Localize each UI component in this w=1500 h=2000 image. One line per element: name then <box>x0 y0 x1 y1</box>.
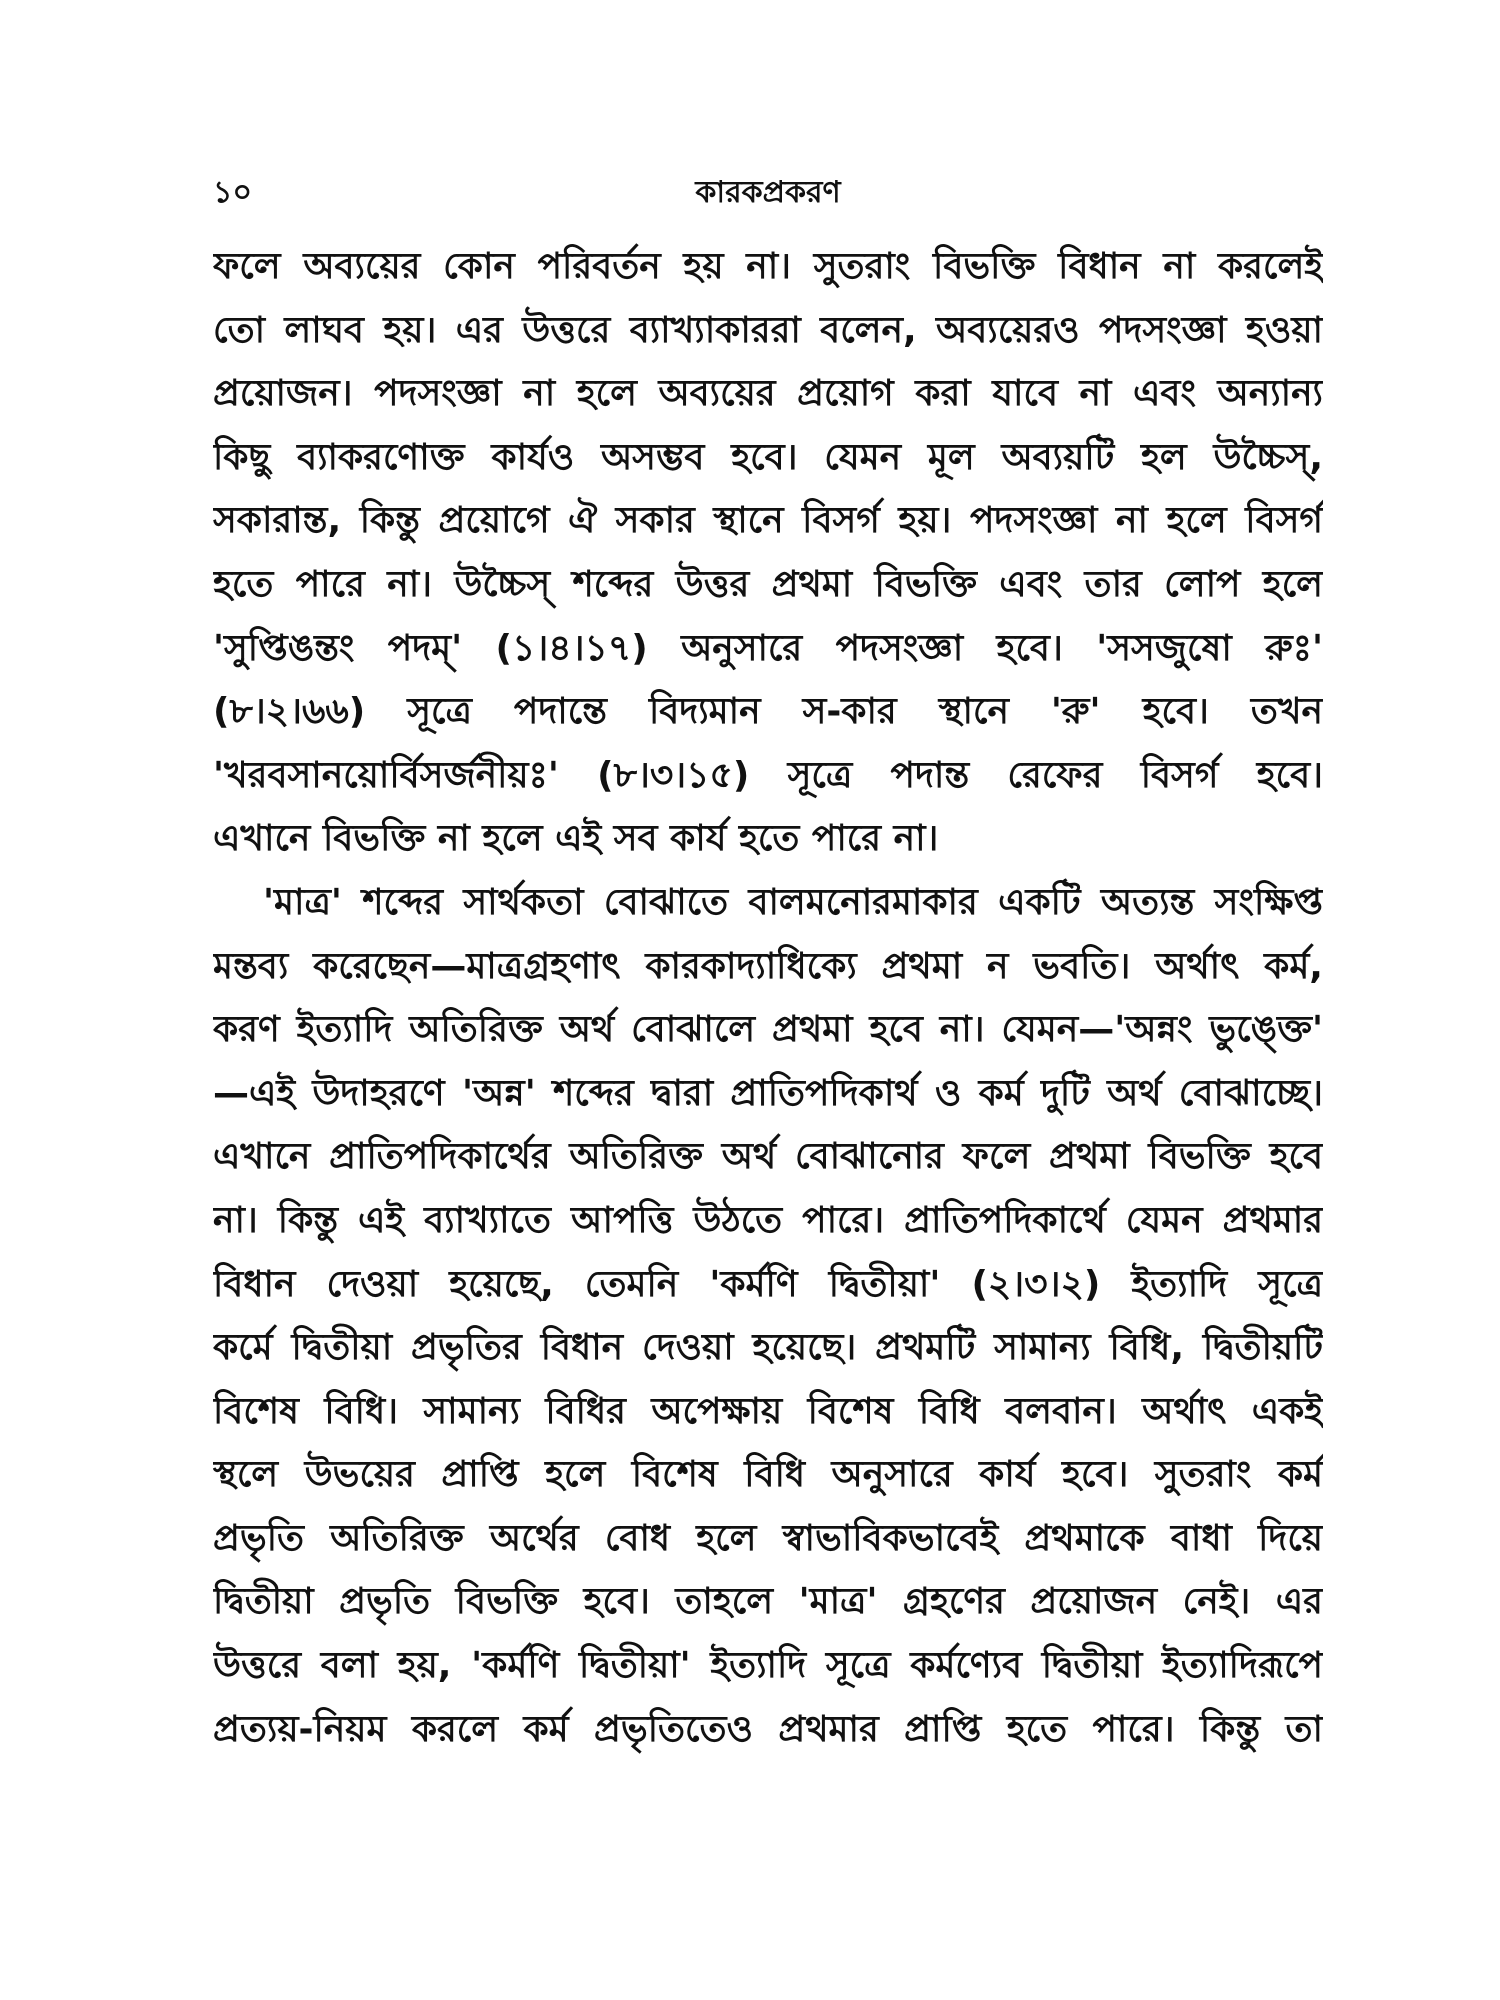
text-line: 'মাত্র' শব্দের সার্থকতা বোঝাতে বালমনোরমাকার একটি অত্যন্ত সংক্ষিপ্ত <box>263 881 1323 923</box>
text-line: এখানে প্রাতিপদিকার্থের অতিরিক্ত অর্থ বোঝানোর ফলে প্রথমা বিভক্তি হবে <box>213 1136 1323 1178</box>
text-line: বিধান দেওয়া হয়েছে, তেমনি 'কর্মণি দ্বিতীয়া' (২।৩।২) ইত্যাদি সূত্রে <box>213 1263 1323 1305</box>
text-line: প্রয়োজন। পদসংজ্ঞা না হলে অব্যয়ের প্রয়োগ করা যাবে না এবং অন্যান্য <box>213 373 1323 415</box>
text-line: প্রভৃতি অতিরিক্ত অর্থের বোধ হলে স্বাভাবিকভাবেই প্রথমাকে বাধা দিয়ে <box>213 1517 1323 1559</box>
text-line: কর্মে দ্বিতীয়া প্রভৃতির বিধান দেওয়া হয়েছে। প্রথমটি সামান্য বিধি, দ্বিতীয়টি <box>213 1327 1323 1369</box>
text-line: হতে পারে না। উচ্চৈস্ শব্দের উত্তর প্রথমা বিভক্তি এবং তার লোপ হলে <box>213 563 1323 605</box>
text-line: কিছু ব্যাকরণোক্ত কার্যও অসম্ভব হবে। যেমন মূল অব্যয়টি হল উচ্চৈস্, <box>213 436 1323 478</box>
text-line: প্রত্যয়-নিয়ম করলে কর্ম প্রভৃতিতেও প্রথমার প্রাপ্তি হতে পারে। কিন্তু তা <box>213 1708 1323 1750</box>
body-text <box>213 235 1323 1761</box>
text-line: (৮।২।৬৬) সূত্রে পদান্তে বিদ্যমান স-কার স্থানে 'রু' হবে। তখন <box>213 691 1323 733</box>
text-line: 'খরবসানয়োর্বিসর্জনীয়ঃ' (৮।৩।১৫) সূত্রে পদান্ত রেফের বিসর্গ হবে। <box>213 754 1323 796</box>
running-head <box>213 168 1323 218</box>
paragraph-2 <box>213 871 1323 1761</box>
paragraph-1 <box>213 235 1323 871</box>
text-line: দ্বিতীয়া প্রভৃতি বিভক্তি হবে। তাহলে 'মাত্র' গ্রহণের প্রয়োজন নেই। এর <box>213 1581 1323 1623</box>
text-line: বিশেষ বিধি। সামান্য বিধির অপেক্ষায় বিশেষ বিধি বলবান। অর্থাৎ একই <box>213 1390 1323 1432</box>
running-title: কারকপ্রকরণ <box>695 175 841 210</box>
text-line: না। কিন্তু এই ব্যাখ্যাতে আপত্তি উঠতে পারে। প্রাতিপদিকার্থে যেমন প্রথমার <box>213 1199 1323 1241</box>
page-number: ১০ <box>213 175 252 210</box>
text-line: মন্তব্য করেছেন—মাত্রগ্রহণাৎ কারকাদ্যাধিক্যে প্রথমা ন ভবতি। অর্থাৎ কর্ম, <box>213 945 1323 987</box>
text-line: এখানে বিভক্তি না হলে এই সব কার্য হতে পারে না। <box>213 818 939 860</box>
text-line: —এই উদাহরণে 'অন্ন' শব্দের দ্বারা প্রাতিপদিকার্থ ও কর্ম দুটি অর্থ বোঝাচ্ছে। <box>213 1072 1323 1114</box>
text-line: ফলে অব্যয়ের কোন পরিবর্তন হয় না। সুতরাং বিভক্তি বিধান না করলেই <box>213 246 1323 287</box>
text-line: সকারান্ত, কিন্তু প্রয়োগে ঐ সকার স্থানে বিসর্গ হয়। পদসংজ্ঞা না হলে বিসর্গ <box>213 500 1323 542</box>
text-line: করণ ইত্যাদি অতিরিক্ত অর্থ বোঝালে প্রথমা হবে না। যেমন—'অন্নং ভুঙ্ক্তে' <box>213 1009 1323 1051</box>
text-line: স্থলে উভয়ের প্রাপ্তি হলে বিশেষ বিধি অনুসারে কার্য হবে। সুতরাং কর্ম <box>213 1454 1323 1496</box>
text-line: 'সুপ্তিঙন্তং পদম্' (১।৪।১৭) অনুসারে পদসংজ্ঞা হবে। 'সসজুষো রুঃ' <box>213 627 1323 669</box>
text-line: উত্তরে বলা হয়, 'কর্মণি দ্বিতীয়া' ইত্যাদি সূত্রে কর্মণ্যেব দ্বিতীয়া ইত্যাদিরূপে <box>213 1645 1323 1687</box>
text-line: তো লাঘব হয়। এর উত্তরে ব্যাখ্যাকাররা বলেন, অব্যয়েরও পদসংজ্ঞা হওয়া <box>213 309 1323 351</box>
